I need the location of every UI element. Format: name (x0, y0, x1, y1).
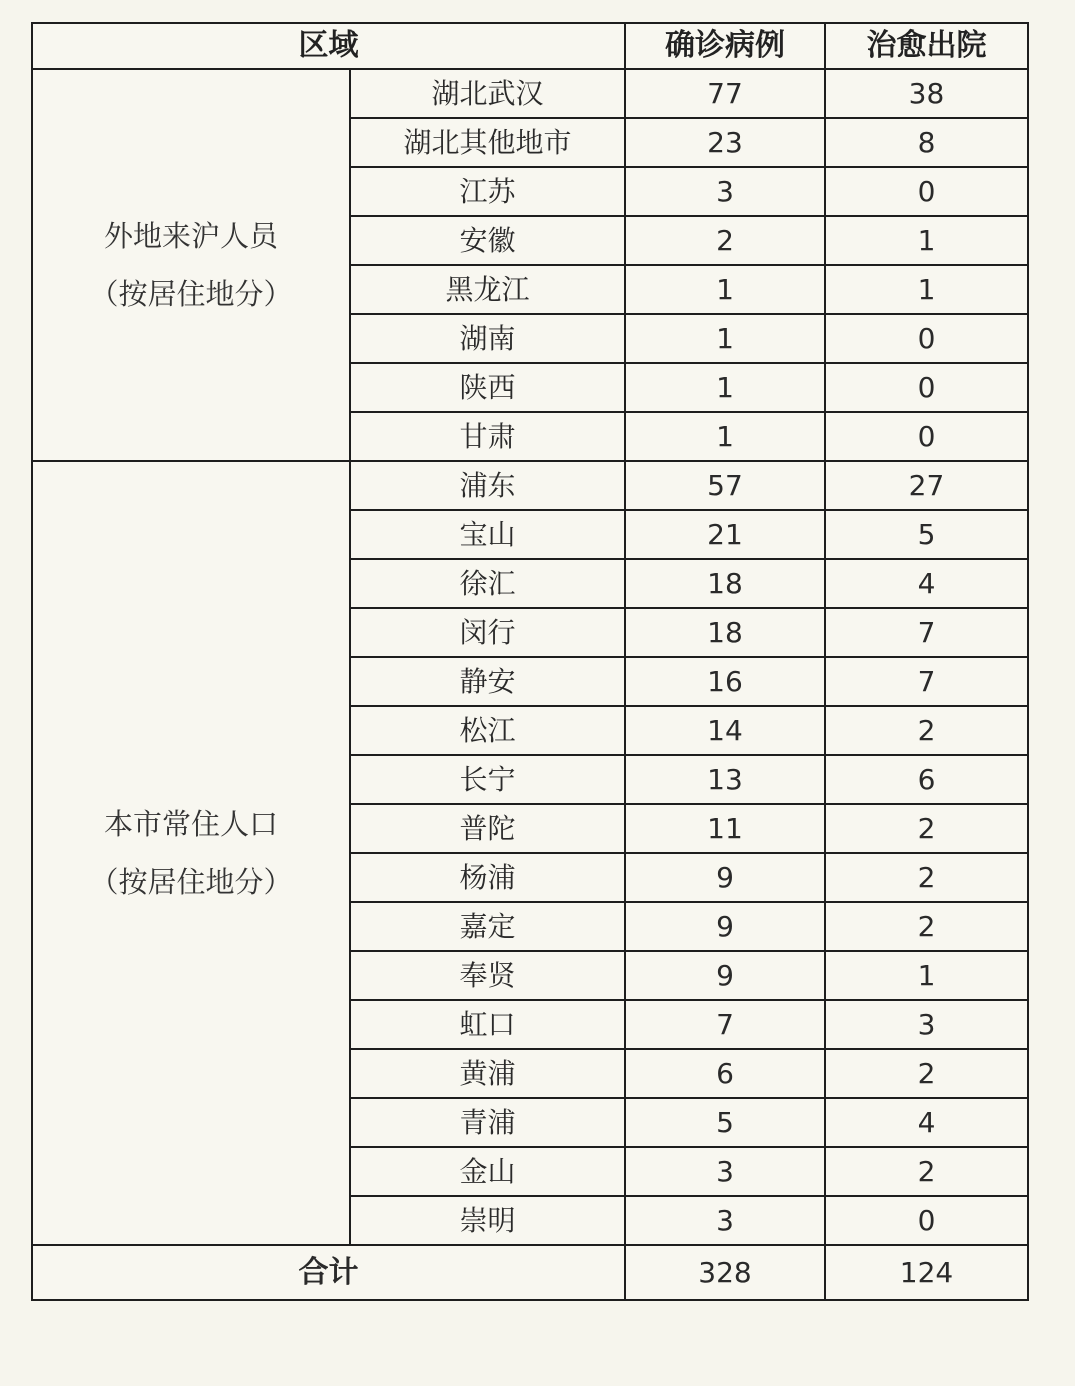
cell-region: 安徽 (350, 216, 625, 265)
cell-region: 湖南 (350, 314, 625, 363)
cell-confirmed: 77 (625, 69, 825, 118)
cell-confirmed: 13 (625, 755, 825, 804)
cell-recovered: 7 (825, 657, 1028, 706)
cell-recovered: 0 (825, 314, 1028, 363)
cell-region: 青浦 (350, 1098, 625, 1147)
table-row (32, 69, 1028, 118)
cell-region: 虹口 (350, 1000, 625, 1049)
cell-confirmed: 1 (625, 412, 825, 461)
cell-recovered: 27 (825, 461, 1028, 510)
cell-recovered: 1 (825, 951, 1028, 1000)
cell-confirmed: 1 (625, 314, 825, 363)
cell-recovered: 0 (825, 167, 1028, 216)
total-recovered: 124 (825, 1245, 1028, 1300)
cell-region: 静安 (350, 657, 625, 706)
cell-region: 奉贤 (350, 951, 625, 1000)
cell-recovered: 2 (825, 706, 1028, 755)
cell-confirmed: 3 (625, 167, 825, 216)
cell-confirmed: 14 (625, 706, 825, 755)
cell-recovered: 2 (825, 804, 1028, 853)
cell-confirmed: 11 (625, 804, 825, 853)
total-row (32, 1245, 1028, 1300)
cell-confirmed: 9 (625, 902, 825, 951)
total-label: 合计 (32, 1245, 625, 1300)
case-table (31, 22, 1029, 1301)
cell-region: 黄浦 (350, 1049, 625, 1098)
cell-region: 金山 (350, 1147, 625, 1196)
cell-region: 崇明 (350, 1196, 625, 1245)
header-confirmed: 确诊病例 (625, 23, 825, 69)
group-label-line1: 本市常住人口 (103, 807, 278, 841)
cell-confirmed: 1 (625, 363, 825, 412)
cell-confirmed: 7 (625, 1000, 825, 1049)
cell-region: 宝山 (350, 510, 625, 559)
cell-recovered: 4 (825, 1098, 1028, 1147)
cell-confirmed: 1 (625, 265, 825, 314)
cell-recovered: 1 (825, 265, 1028, 314)
group-label-line2: （按居住地分） (89, 865, 293, 899)
group-label-line2: （按居住地分） (89, 277, 293, 311)
cell-region: 长宁 (350, 755, 625, 804)
cell-recovered: 3 (825, 1000, 1028, 1049)
cell-recovered: 5 (825, 510, 1028, 559)
table-row (32, 461, 1028, 510)
cell-confirmed: 57 (625, 461, 825, 510)
cell-recovered: 6 (825, 755, 1028, 804)
cell-confirmed: 2 (625, 216, 825, 265)
cell-recovered: 2 (825, 902, 1028, 951)
cell-region: 松江 (350, 706, 625, 755)
cell-confirmed: 3 (625, 1196, 825, 1245)
cell-region: 徐汇 (350, 559, 625, 608)
cell-recovered: 0 (825, 1196, 1028, 1245)
total-confirmed: 328 (625, 1245, 825, 1300)
cell-region: 嘉定 (350, 902, 625, 951)
cell-confirmed: 9 (625, 951, 825, 1000)
cell-recovered: 4 (825, 559, 1028, 608)
cell-region: 普陀 (350, 804, 625, 853)
cell-recovered: 8 (825, 118, 1028, 167)
cell-recovered: 0 (825, 412, 1028, 461)
cell-region: 杨浦 (350, 853, 625, 902)
cell-confirmed: 5 (625, 1098, 825, 1147)
cell-recovered: 1 (825, 216, 1028, 265)
cell-region: 陕西 (350, 363, 625, 412)
cell-region: 黑龙江 (350, 265, 625, 314)
cell-confirmed: 23 (625, 118, 825, 167)
cell-recovered: 7 (825, 608, 1028, 657)
header-row (32, 23, 1028, 69)
header-region: 区域 (32, 23, 625, 69)
cell-recovered: 0 (825, 363, 1028, 412)
cell-recovered: 38 (825, 69, 1028, 118)
cell-confirmed: 18 (625, 559, 825, 608)
table-body (32, 69, 1028, 1300)
cell-confirmed: 6 (625, 1049, 825, 1098)
cell-confirmed: 9 (625, 853, 825, 902)
cell-region: 浦东 (350, 461, 625, 510)
group-label (32, 461, 350, 1245)
group-label (32, 69, 350, 461)
cell-confirmed: 16 (625, 657, 825, 706)
group-label-line1: 外地来沪人员 (103, 219, 278, 253)
cell-confirmed: 18 (625, 608, 825, 657)
cell-region: 湖北武汉 (350, 69, 625, 118)
cell-confirmed: 21 (625, 510, 825, 559)
header-recovered: 治愈出院 (825, 23, 1028, 69)
cell-confirmed: 3 (625, 1147, 825, 1196)
cell-recovered: 2 (825, 853, 1028, 902)
cell-recovered: 2 (825, 1147, 1028, 1196)
cell-recovered: 2 (825, 1049, 1028, 1098)
cell-region: 湖北其他地市 (350, 118, 625, 167)
cell-region: 江苏 (350, 167, 625, 216)
cell-region: 甘肃 (350, 412, 625, 461)
cell-region: 闵行 (350, 608, 625, 657)
